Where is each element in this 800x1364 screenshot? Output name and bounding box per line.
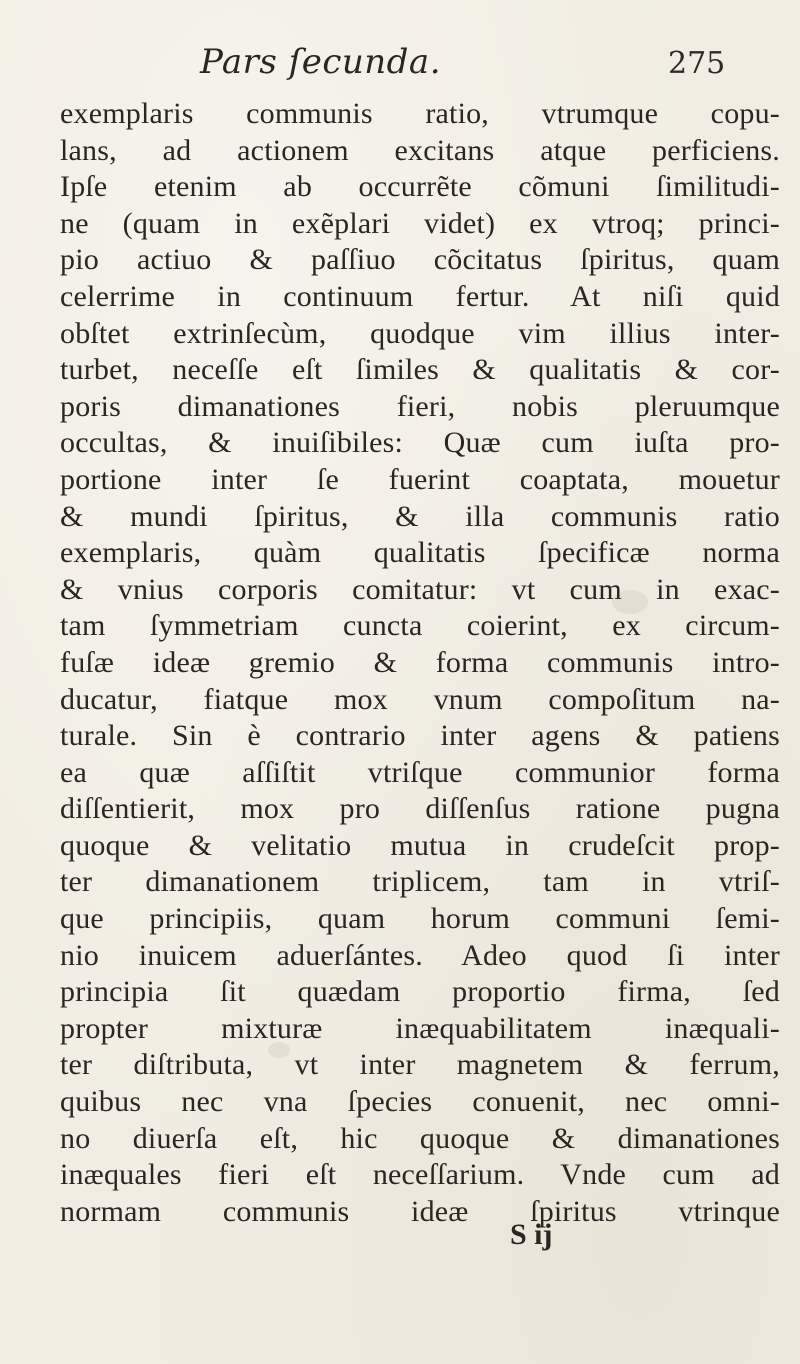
text-line: no diuerſa eſt, hic quoque & dimanationes: [60, 1121, 780, 1155]
text-line: ea quæ aſſiſtit vtriſque communior forma: [60, 755, 780, 789]
running-head: [0, 38, 800, 98]
page-number: 275: [668, 46, 726, 81]
text-line: pio actiuo & paſſiuo cõcitatus ſpiritus, quam: [60, 243, 780, 277]
text-line: quibus nec vna ſpecies conuenit, nec omni-: [60, 1085, 780, 1119]
running-title: Pars ſecunda.: [200, 42, 442, 82]
text-line: exemplaris, quàm qualitatis ſpecificæ norma: [60, 536, 780, 570]
text-line: que principiis, quam horum communi ſemi-: [60, 902, 780, 936]
signature-mark: S ij: [510, 1218, 553, 1251]
text-line: normam communis ideæ ſpiritus vtrinque: [60, 1194, 780, 1228]
text-line: Ipſe etenim ab occurrẽte cõmuni ſimilitudi-: [60, 170, 780, 204]
text-line: principia ſit quædam proportio firma, ſed: [60, 975, 780, 1009]
text-line: occultas, & inuiſibiles: Quæ cum iuſta pro-: [60, 426, 780, 460]
text-line: quoque & velitatio mutua in crudeſcit prop-: [60, 828, 780, 862]
text-line: turale. Sin è contrario inter agens & patiens: [60, 719, 780, 753]
text-line: ducatur, fiatque mox vnum compoſitum na-: [60, 682, 780, 716]
text-line: ter dimanationem triplicem, tam in vtriſ-: [60, 865, 780, 899]
text-line: fuſæ ideæ gremio & forma communis intro-: [60, 645, 780, 679]
text-line: portione inter ſe fuerint coaptata, mouetur: [60, 462, 780, 496]
text-line: tam ſymmetriam cuncta coierint, ex circum-: [60, 609, 780, 643]
text-line: & vnius corporis comitatur: vt cum in exac-: [60, 572, 780, 606]
text-line: propter mixturæ inæquabilitatem inæquali-: [60, 1011, 780, 1045]
text-line: lans, ad actionem excitans atque perficiens.: [60, 133, 780, 167]
text-line: diſſentierit, mox pro diſſenſus ratione pugna: [60, 792, 780, 826]
text-line: turbet, neceſſe eſt ſimiles & qualitatis & cor-: [60, 353, 780, 387]
text-line: inæquales fieri eſt neceſſarium. Vnde cum ad: [60, 1158, 780, 1192]
text-line: & mundi ſpiritus, & illa communis ratio: [60, 499, 780, 533]
text-line: nio inuicem aduerſántes. Adeo quod ſi inter: [60, 938, 780, 972]
text-line: obſtet extrinſecùm, quodque vim illius inter-: [60, 316, 780, 350]
text-line: poris dimanationes fieri, nobis pleruumque: [60, 389, 780, 423]
text-line: ne (quam in exẽplari videt) ex vtroq; princi-: [60, 206, 780, 240]
text-line: ter diſtributa, vt inter magnetem & ferrum,: [60, 1048, 780, 1082]
body-text: [60, 96, 780, 1230]
text-line: exemplaris communis ratio, vtrumque copu-: [60, 97, 780, 130]
text-line: celerrime in continuum fertur. At niſi quid: [60, 279, 780, 313]
